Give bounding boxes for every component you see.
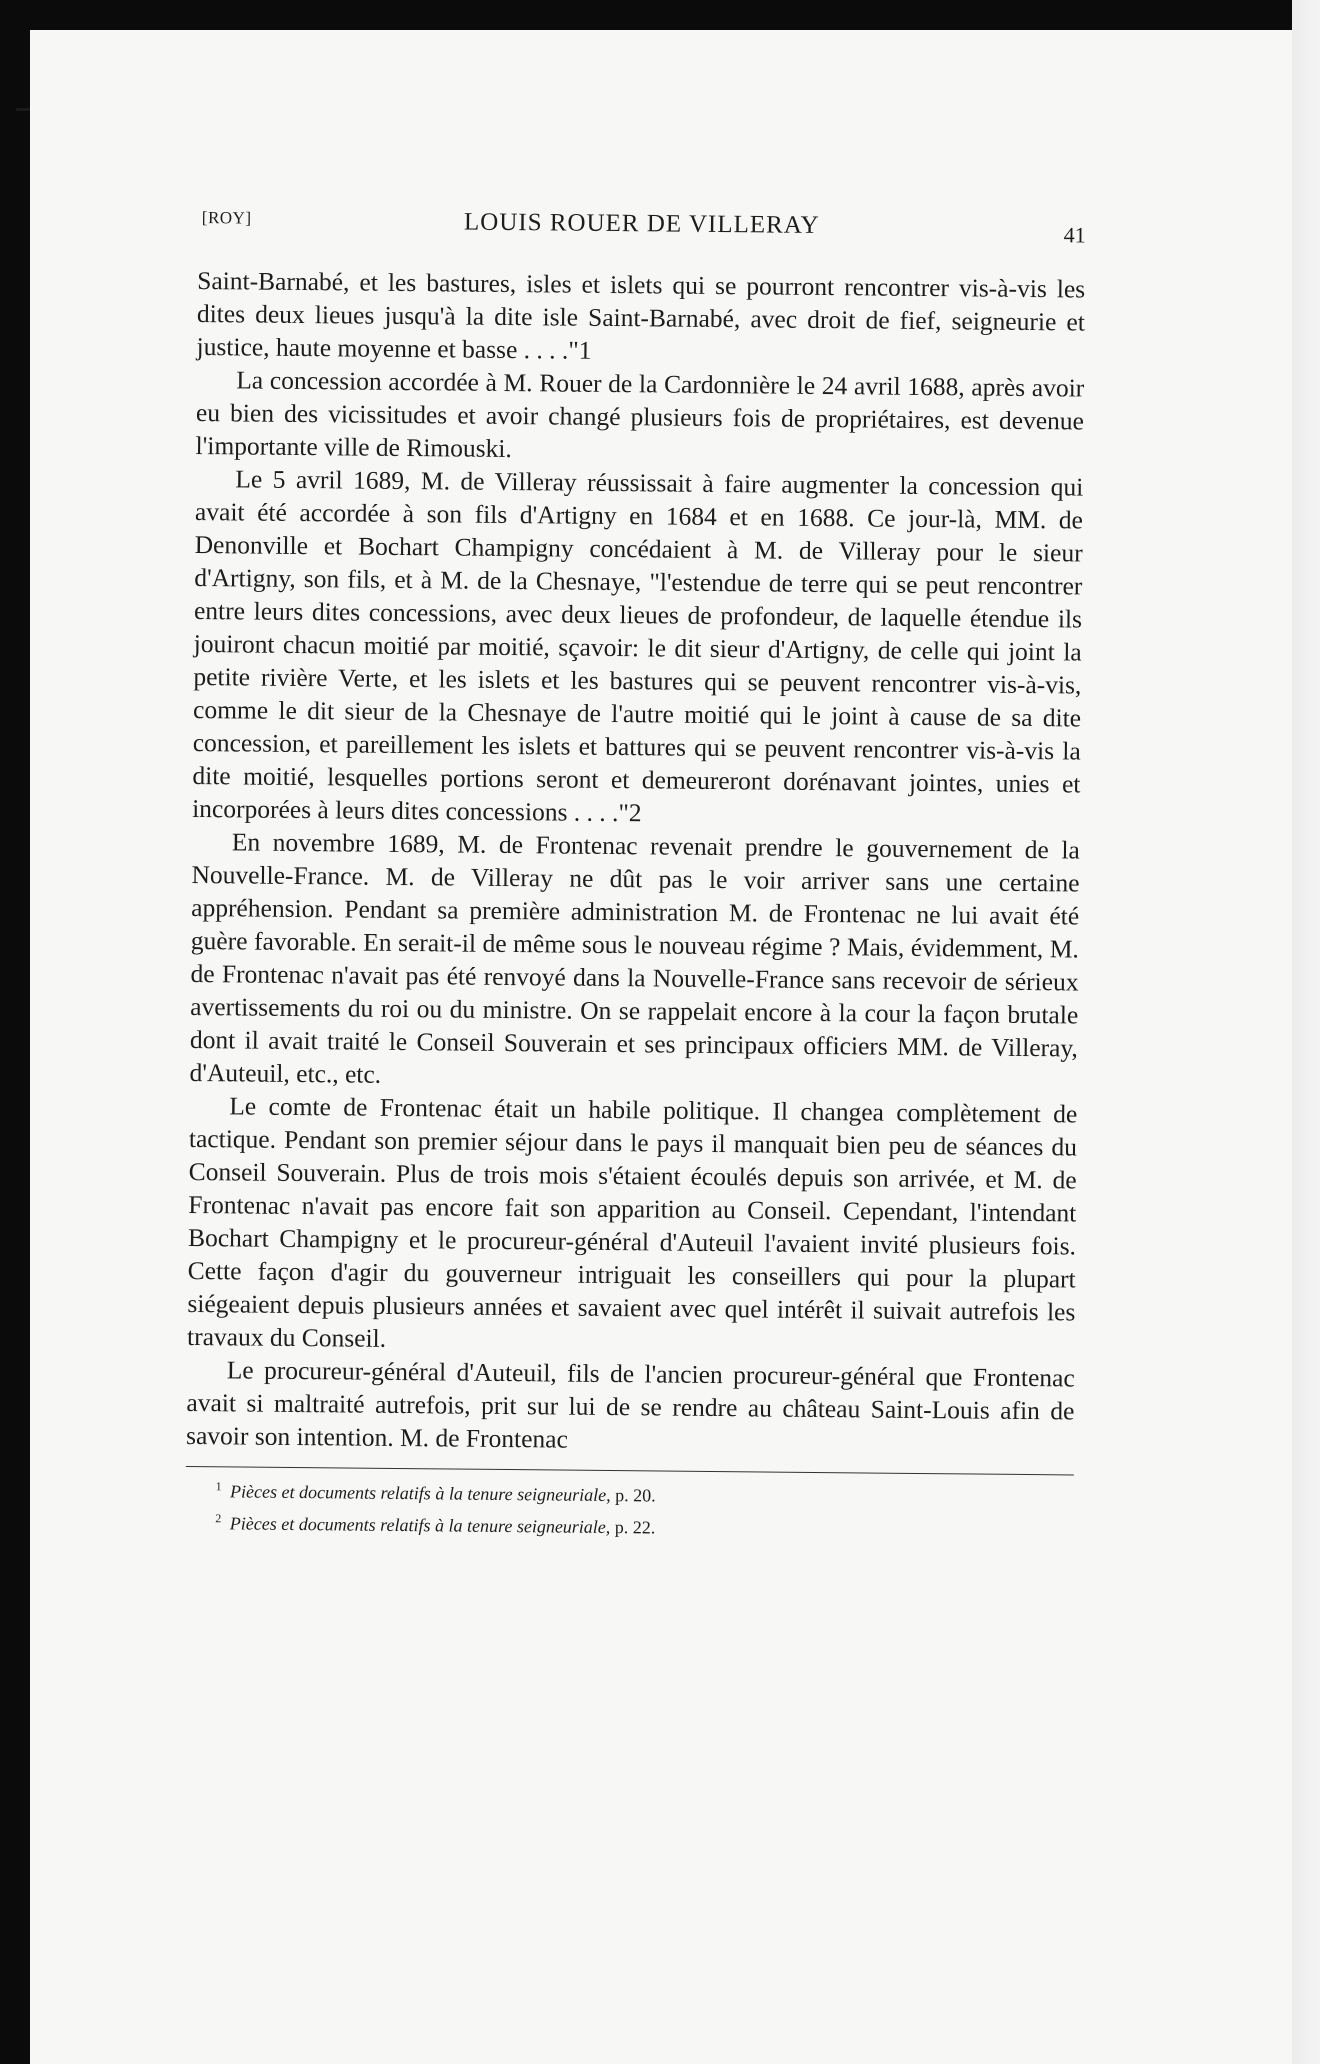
header-tag: [ROY]	[201, 208, 252, 228]
next-page-edge	[1292, 0, 1320, 2064]
footnotes	[185, 1473, 1074, 1546]
footnote-mark: 1	[215, 1479, 222, 1494]
paragraph: Saint-Barnabé, et les bastures, isles et islets qui se pourront rencontrer vis-à-vis les dites deux lieues jusqu'à la dite isle Saint-Barnabé, avec droit de fief, seigneurie et justice, haute moyenne et basse . . . ."1	[196, 265, 1086, 365]
paragraph: Le procureur-général d'Auteuil, fils de l'ancien procureur-général que Frontenac avait si maltraité autrefois, prit sur lui de se rendre au château Saint-Louis afin de savoir son intention. M. de Frontenac	[186, 1355, 1075, 1454]
scan-left-margin	[0, 0, 30, 2064]
footnote-title: Pièces et documents relatifs à la tenure seigneuriale,	[229, 1513, 611, 1538]
page-number: 41	[1063, 222, 1086, 248]
footnote-page: p. 22.	[614, 1517, 656, 1538]
page-content	[185, 200, 1086, 1545]
paragraph: Le 5 avril 1689, M. de Villeray réussissait à faire augmenter la concession qui avait été accordée à son fils d'Artigny en 1684 et en 1688. Ce jour-là, MM. de Denonville et Bochart Champigny concédaient à M. de Villeray pour le sieur d'Artigny, son fils, et à M. de la Chesnaye, "l'estendue de terre qui se peut rencontrer entre leurs dites concessions, avec deux lieues de profondeur, de laquelle étendue ils jouiront chacun moitié par moitié, sçavoir: le dit sieur d'Artigny, de celle qui joint la petite rivière Verte, et les islets et les bastures qui se peuvent rencontrer vis-à-vis, comme le dit sieur de la Chesnaye de l'autre moitié qui le joint à cause de sa dite concession, et pareillement les islets et battures qui se peuvent rencontrer vis-à-vis la dite moitié, lesquelles portions seront et demeureront dorénavant jointes, unies et incorporées à leurs dites concessions . . . ."2	[192, 464, 1084, 828]
body-text	[186, 264, 1085, 1460]
footnote-page: p. 20.	[615, 1485, 656, 1506]
paragraph: Le comte de Frontenac était un habile politique. Il changea complètement de tactique. Pendant son premier séjour dans le pays il manquait bien peu de séances du Conseil Souverain. Plus de trois mois s'étaient écoulés depuis son arrivée, et M. de Frontenac n'avait pas encore fait son apparition au Conseil. Cependant, l'intendant Bochart Champigny et le procureur-général d'Auteuil l'avaient invité plusieurs fois. Cette façon d'agir du gouverneur intriguait les conseillers qui pour la plupart siégeaient depuis plusieurs années et savaient avec quel intérêt il suivait autrefois les travaux du Conseil.	[186, 1091, 1078, 1353]
running-header	[198, 200, 1086, 249]
footnote-mark: 2	[215, 1511, 222, 1526]
header-title: LOUIS ROUER DE VILLERAY	[463, 208, 820, 239]
footnote-title: Pièces et documents relatifs à la tenure seigneuriale,	[230, 1481, 611, 1506]
paragraph: En novembre 1689, M. de Frontenac revenait prendre le gouvernement de la Nouvelle-France. M. de Villeray ne dût pas le voir arriver sans une certaine appréhension. Pendant sa première administration M. de Frontenac ne lui avait été guère favorable. En serait-il de même sous le nouveau régime ? Mais, évidemment, M. de Frontenac n'avait pas été renvoyé dans la Nouvelle-France sans recevoir de sérieux avertissements du roi ou du ministre. On se rappelait encore à la cour la façon brutale dont il avait traité le Conseil Souverain et ses principaux officiers MM. de Villeray, d'Auteuil, etc., etc.	[189, 827, 1080, 1089]
paragraph: La concession accordée à M. Rouer de la Cardonnière le 24 avril 1688, après avoir eu bien des vicissitudes et avoir changé plusieurs fois de propriétaires, est devenue l'importante ville de Rimouski.	[195, 365, 1085, 464]
